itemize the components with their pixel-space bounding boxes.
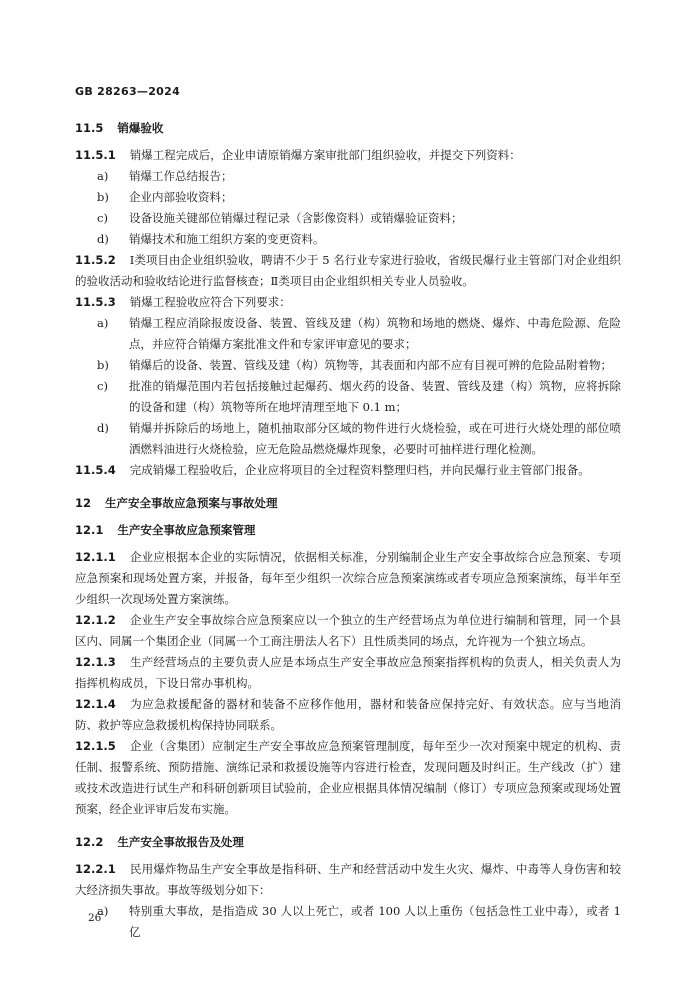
clause-12-1-2 [75, 610, 621, 652]
section-title: 销爆验收 [117, 121, 164, 135]
clause-11-5-3 [75, 292, 621, 313]
clause-text: 企业（含集团）应制定生产安全事故应急预案管理制度，每年至少一次对预案中规定的机构、责任制、报警系统、预防措施、演练记录和救援设施等内容进行检查，发现问题及时纠正。生产线改（扩）建或技术改造进行试生产和科研创新项目试验前，企业应根据具体情况编制（修订）专项应急预案或现场处置预案，经企业评审后发布实施。 [75, 739, 621, 816]
list-item [97, 376, 621, 418]
list-marker: d) [97, 421, 109, 435]
clause-text: 销爆工程完成后，企业申请原销爆方案审批部门组织验收，并提交下列资料： [129, 148, 521, 162]
clause-11-5-1 [75, 145, 621, 166]
list-text: 设备设施关键部位销爆过程记录（含影像资料）或销爆验证资料； [129, 211, 463, 225]
list-item [97, 229, 621, 250]
clause-12-2-1 [75, 859, 621, 901]
clause-number: 12.1.2 [75, 613, 116, 627]
section-12-2-heading [75, 832, 621, 853]
clause-number: 12.1.1 [75, 550, 116, 564]
clause-text: 为应急救援配备的器材和装备不应移作他用，器材和装备应保持完好、有效状态。应与当地消防、救护等应急救援机构保持协同联系。 [75, 697, 621, 732]
clause-11-5-2 [75, 250, 621, 292]
list-marker: c) [97, 379, 108, 393]
list-marker: a) [97, 169, 109, 183]
list-marker: c) [97, 211, 108, 225]
list-item [97, 901, 621, 943]
clause-12-1-4 [75, 694, 621, 736]
list-item [97, 418, 621, 460]
list-marker: b) [97, 190, 109, 204]
clause-text: 企业生产安全事故综合应急预案应以一个独立的生产经营场点为单位进行编制和管理，同一个县区内、同属一个集团企业（同属一个工商注册法人名下）且性质类同的场点，允许视为一个独立场点。 [75, 613, 621, 648]
section-12-1-heading [75, 520, 621, 541]
clause-number: 12.1.5 [75, 739, 116, 753]
clause-number: 11.5.3 [75, 295, 116, 309]
clause-text: Ⅰ类项目由企业组织验收，聘请不少于 5 名行业专家进行验收，省级民爆行业主管部门对企业组织的验收活动和验收结论进行监督核查；Ⅱ类项目由企业组织相关专业人员验收。 [75, 253, 621, 288]
page-number: 26 [88, 912, 102, 924]
list-text: 销爆后的设备、装置、管线及建（构）筑物等，其表面和内部不应有目视可辨的危险品附着物； [129, 358, 612, 372]
clause-number: 11.5.4 [75, 463, 116, 477]
section-title: 生产安全事故应急预案与事故处理 [105, 496, 278, 510]
section-number: 11.5 [75, 121, 104, 135]
clause-text: 销爆工程验收应符合下列要求： [129, 295, 291, 309]
list-item [97, 313, 621, 355]
clause-number: 12.1.3 [75, 655, 116, 669]
clause-text: 民用爆炸物品生产安全事故是指科研、生产和经营活动中发生火灾、爆炸、中毒等人身伤害和较大经济损失事故。事故等级划分如下： [75, 862, 621, 897]
page-body [75, 118, 621, 943]
list-text: 销爆技术和施工组织方案的变更资料。 [129, 232, 325, 246]
clause-12-1-1 [75, 547, 621, 610]
list-text: 特别重大事故，是指造成 30 人以上死亡，或者 100 人以上重伤（包括急性工业中毒），或者 1 亿 [129, 904, 621, 939]
clause-number: 12.2.1 [75, 862, 116, 876]
list-marker: b) [97, 358, 109, 372]
list-text: 批准的销爆范围内若包括接触过起爆药、烟火药的设备、装置、管线及建（构）筑物，应将拆除的设备和建（构）筑物等所在地坪清理至地下 0.1 m； [129, 379, 621, 414]
section-12-heading [75, 493, 621, 514]
list-text: 销爆并拆除后的场地上，随机抽取部分区域的物件进行火烧检验，或在可进行火烧处理的部位喷洒燃料油进行火烧检验，应无危险品燃烧爆炸现象，必要时可抽样进行理化检测。 [129, 421, 621, 456]
list-marker: d) [97, 232, 109, 246]
clause-11-5-4 [75, 460, 621, 481]
list-item [97, 355, 621, 376]
list-marker: a) [97, 316, 109, 330]
section-number: 12.2 [75, 835, 104, 849]
section-title: 生产安全事故应急预案管理 [117, 523, 256, 537]
clause-number: 11.5.2 [75, 253, 116, 267]
list-text: 销爆工作总结报告； [129, 169, 233, 183]
clause-number: 11.5.1 [75, 148, 116, 162]
list-item [97, 187, 621, 208]
list-item [97, 166, 621, 187]
section-11-5-heading [75, 118, 621, 139]
clause-12-1-3 [75, 652, 621, 694]
section-number: 12 [75, 496, 92, 510]
clause-number: 12.1.4 [75, 697, 116, 711]
section-number: 12.1 [75, 523, 104, 537]
section-title: 生产安全事故报告及处理 [117, 835, 244, 849]
list-marker: a) [97, 904, 109, 918]
list-text: 企业内部验收资料； [129, 190, 233, 204]
document-code: GB 28263—2024 [75, 85, 181, 98]
list-text: 销爆工程应消除报废设备、装置、管线及建（构）筑物和场地的燃烧、爆炸、中毒危险源、危险点，并应符合销爆方案批准文件和专家评审意见的要求； [129, 316, 621, 351]
clause-text: 生产经营场点的主要负责人应是本场点生产安全事故应急预案指挥机构的负责人，相关负责人为指挥机构成员，下设日常办事机构。 [75, 655, 621, 690]
clause-text: 完成销爆工程验收后，企业应将项目的全过程资料整理归档，并向民爆行业主管部门报备。 [129, 463, 590, 477]
clause-12-1-5 [75, 736, 621, 820]
clause-text: 企业应根据本企业的实际情况，依据相关标准，分别编制企业生产安全事故综合应急预案、专项应急预案和现场处置方案，并报备，每年至少组织一次综合应急预案演练或者专项应急预案演练，每半年至少组织一次现场处置方案演练。 [75, 550, 621, 606]
list-item [97, 208, 621, 229]
